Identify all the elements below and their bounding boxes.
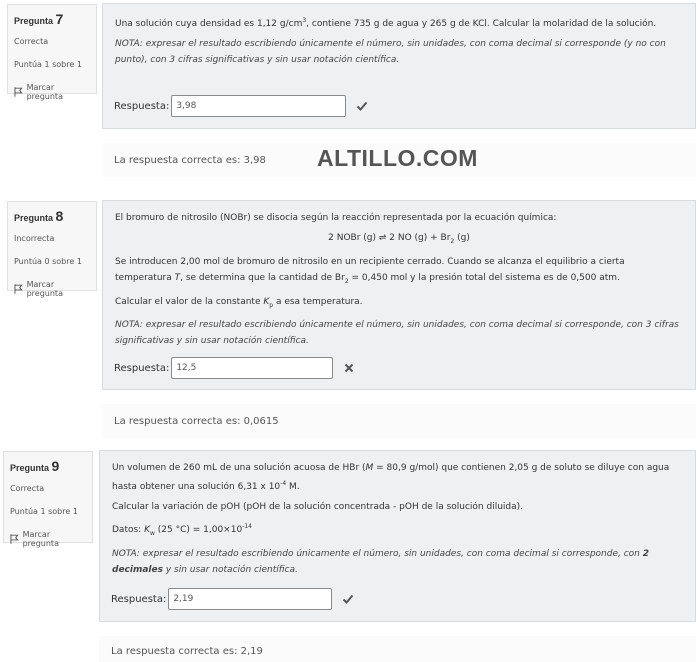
subscript: 2 bbox=[450, 237, 455, 245]
question-state: Correcta bbox=[10, 484, 45, 493]
answer-input[interactable] bbox=[168, 588, 332, 610]
subscript: w bbox=[149, 529, 155, 537]
bold-text: 2 decimales bbox=[112, 548, 650, 575]
question-label: Pregunta bbox=[10, 463, 50, 473]
text-part: = 0,450 mol y la presión total del sistema es de 0,500 atm. bbox=[348, 272, 620, 283]
check-icon bbox=[342, 593, 354, 605]
question-label: Pregunta bbox=[14, 16, 54, 26]
flag-question-button[interactable] bbox=[10, 530, 86, 548]
question-text bbox=[115, 294, 683, 314]
text-part: M. bbox=[286, 482, 300, 492]
question-number bbox=[14, 11, 90, 27]
flag-icon bbox=[14, 87, 23, 97]
flag-icon bbox=[14, 284, 23, 294]
question-num: 7 bbox=[55, 11, 64, 27]
question-9-info bbox=[3, 451, 93, 548]
correct-answer-text: La respuesta correcta es: 3,98 bbox=[114, 155, 266, 166]
text-part: , se determina que la cantidad de Br bbox=[180, 272, 345, 283]
question-state: Correcta bbox=[14, 37, 49, 46]
answer-label: Respuesta: bbox=[114, 362, 170, 374]
cross-icon bbox=[343, 362, 355, 374]
question-label: Pregunta bbox=[14, 213, 54, 223]
text-part: Una solución cuya densidad es 1,12 g/cm bbox=[115, 19, 303, 29]
answer-row bbox=[111, 588, 354, 610]
correct-answer-text: La respuesta correcta es: 2,19 bbox=[111, 646, 263, 657]
question-grade: Puntúa 1 sobre 1 bbox=[10, 507, 78, 516]
watermark: ALTILLO.COM bbox=[317, 145, 478, 171]
flag-question-button[interactable] bbox=[14, 280, 90, 298]
question-number bbox=[10, 458, 86, 474]
question-intro: El bromuro de nitrosilo (NOBr) se disocia según la reacción representada por la ecuación química: bbox=[115, 213, 557, 223]
chemical-equation bbox=[115, 230, 683, 250]
question-text bbox=[112, 460, 683, 495]
question-grade: Puntúa 1 sobre 1 bbox=[14, 60, 82, 69]
correct-answer-text: La respuesta correcta es: 0,0615 bbox=[114, 416, 279, 427]
text-part: Datos: bbox=[112, 525, 145, 535]
answer-row bbox=[114, 95, 368, 117]
question-state: Incorrecta bbox=[14, 234, 55, 243]
question-note bbox=[112, 546, 683, 578]
flag-label: Marcar pregunta bbox=[22, 530, 59, 548]
italic-var: T bbox=[174, 272, 181, 283]
flag-question-button[interactable] bbox=[14, 83, 90, 101]
question-7-info bbox=[7, 4, 97, 101]
text-part: a esa temperatura. bbox=[273, 296, 363, 307]
question-note: NOTA: expresar el resultado escribiendo únicamente el número, sin unidades, con coma decimal si corresponde, con 3 cifras significativas y sin usar notación científica. bbox=[115, 320, 679, 347]
question-8-feedback bbox=[102, 404, 696, 438]
superscript: -14 bbox=[242, 523, 252, 530]
flag-label: Marcar pregunta bbox=[26, 280, 63, 298]
flag-label: Marcar pregunta bbox=[26, 83, 63, 101]
italic-var: K bbox=[263, 296, 270, 307]
equation-part: 2 NOBr (g) ⇌ 2 NO (g) + Br bbox=[328, 233, 451, 243]
italic-var: M bbox=[365, 463, 374, 473]
text-part: y sin usar notación científica. bbox=[162, 564, 298, 575]
check-icon bbox=[356, 100, 368, 112]
flag-icon bbox=[10, 534, 19, 544]
question-note: NOTA: expresar el resultado escribiendo únicamente el número, sin unidades, con coma decimal si corresponde (y no con punto), con 3 cifras significativas y sin usar notación científica. bbox=[115, 39, 666, 65]
subscript: 2 bbox=[344, 277, 349, 285]
superscript: 3 bbox=[302, 17, 307, 24]
question-9-feedback bbox=[99, 636, 696, 662]
question-number bbox=[14, 208, 90, 224]
question-grade: Puntúa 0 sobre 1 bbox=[14, 257, 82, 266]
question-text: Calcular la variación de pOH (pOH de la solución concentrada - pOH de la solución diluida). bbox=[112, 502, 524, 512]
text-part: (25 °C) = 1,00×10 bbox=[154, 525, 243, 535]
question-text bbox=[115, 13, 683, 32]
text-part: Calcular el valor de la constante bbox=[115, 296, 264, 307]
superscript: -4 bbox=[280, 480, 287, 487]
text-part: = 80,9 g/mol) que contienen 2,05 g de soluto se diluye con agua hasta obtener una solución 6,31 x 10 bbox=[112, 463, 670, 492]
question-data bbox=[112, 519, 683, 542]
question-num: 8 bbox=[55, 208, 64, 224]
italic-var: K bbox=[144, 525, 150, 535]
question-text bbox=[115, 254, 683, 290]
question-num: 9 bbox=[51, 458, 60, 474]
text-part: Un volumen de 260 mL de una solución acuosa de HBr ( bbox=[112, 463, 366, 473]
equation-part: (g) bbox=[454, 233, 470, 243]
answer-input[interactable] bbox=[171, 357, 333, 379]
answer-label: Respuesta: bbox=[111, 593, 167, 605]
text-part: NOTA: expresar el resultado escribiendo únicamente el número, sin unidades, con coma decimal si corresponde, con bbox=[112, 548, 643, 559]
answer-row bbox=[114, 357, 355, 379]
answer-input[interactable] bbox=[171, 95, 346, 117]
subscript: p bbox=[269, 301, 274, 309]
text-part: Se introducen 2,00 mol de bromuro de nitrosilo en un recipiente cerrado. Cuando se alcanza el equilibrio a cierta temperatura bbox=[115, 256, 625, 283]
question-8-info bbox=[7, 201, 97, 298]
text-part: , contiene 735 g de agua y 265 g de KCl. Calcular la molaridad de la solución. bbox=[306, 19, 657, 29]
answer-label: Respuesta: bbox=[114, 100, 170, 112]
